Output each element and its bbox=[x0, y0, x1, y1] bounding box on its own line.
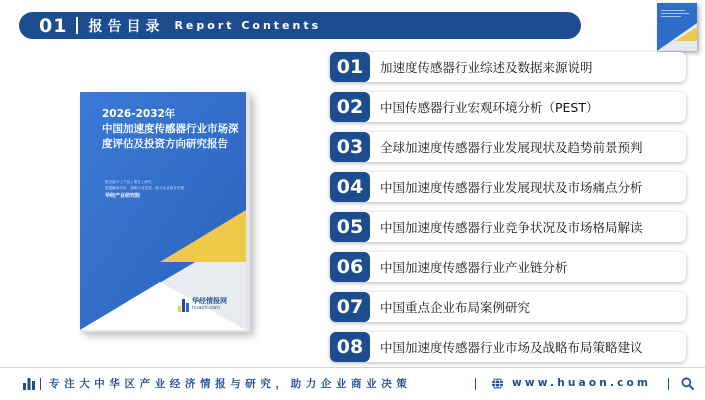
thumbnail-line bbox=[661, 13, 689, 14]
footer-separator bbox=[40, 378, 41, 390]
toc-item[interactable] bbox=[330, 92, 686, 122]
report-cover bbox=[80, 92, 246, 330]
footer-separator bbox=[668, 378, 669, 390]
footer bbox=[0, 368, 705, 400]
section-title-en: Report Contents bbox=[174, 19, 322, 32]
toc-label: 中国重点企业布局案例研究 bbox=[380, 300, 531, 315]
toc-label: 中国加速度传感器行业竞争状况及市场格局解读 bbox=[380, 220, 643, 235]
section-title-cn: 报告目录 bbox=[88, 18, 165, 35]
toc-number: 03 bbox=[330, 132, 370, 162]
toc-label: 中国传感器行业宏观环境分析（PEST） bbox=[380, 100, 599, 115]
section-header bbox=[19, 12, 581, 39]
toc-item[interactable] bbox=[330, 332, 686, 362]
report-thumbnail bbox=[657, 3, 697, 51]
cover-title-line: 度评估及投资方向研究报告 bbox=[102, 138, 228, 150]
thumbnail-line bbox=[661, 16, 681, 17]
logo-mark-icon bbox=[178, 299, 189, 312]
section-number: 01 bbox=[39, 14, 68, 37]
toc-label: 中国加速度传感器行业市场及战略布局策略建议 bbox=[380, 340, 643, 355]
cover-logo bbox=[178, 298, 227, 312]
cover-meta-line: 数据解读分析、战略行业发展、助力企业商业决策 bbox=[105, 186, 185, 190]
toc-item[interactable] bbox=[330, 252, 686, 282]
cover-meta bbox=[105, 179, 184, 191]
toc-number: 01 bbox=[330, 52, 370, 82]
logo-name-cn: 华经情报网 bbox=[192, 297, 227, 305]
toc-item[interactable] bbox=[330, 52, 686, 82]
footer-website-link[interactable]: www.huaon.com bbox=[512, 377, 652, 389]
toc-item[interactable] bbox=[330, 132, 686, 162]
logo-name-en: huaon.com bbox=[192, 305, 220, 311]
toc-item[interactable] bbox=[330, 172, 686, 202]
globe-icon bbox=[491, 377, 504, 390]
toc-number: 04 bbox=[330, 172, 370, 202]
toc-number: 06 bbox=[330, 252, 370, 282]
search-icon[interactable] bbox=[681, 377, 694, 390]
header-divider bbox=[76, 17, 78, 34]
toc-label: 加速度传感器行业综述及数据来源说明 bbox=[380, 60, 593, 75]
toc-number: 02 bbox=[330, 92, 370, 122]
thumbnail-line bbox=[661, 10, 685, 11]
footer-separator bbox=[475, 378, 476, 390]
logo-text bbox=[192, 298, 227, 312]
toc-number: 08 bbox=[330, 332, 370, 362]
toc-label: 中国加速度传感器行业产业链分析 bbox=[380, 260, 568, 275]
toc-label: 全球加速度传感器行业发展现状及趋势前景预判 bbox=[380, 140, 643, 155]
footer-slogan: 专注大中华区产业经济情报与研究，助力企业商业决策 bbox=[49, 378, 412, 390]
toc-label: 中国加速度传感器行业发展现状及市场痛点分析 bbox=[380, 180, 643, 195]
toc-number: 07 bbox=[330, 292, 370, 322]
cover-title-line: 中国加速度传感器行业市场深 bbox=[102, 123, 239, 135]
cover-publisher: 华经产业研究院 bbox=[105, 193, 141, 199]
thumbnail-yellow-shape bbox=[675, 27, 697, 41]
toc-item[interactable] bbox=[330, 292, 686, 322]
cover-title-line: 2026-2032年 bbox=[102, 108, 176, 120]
toc-item[interactable] bbox=[330, 212, 686, 242]
bar-logo-icon bbox=[23, 378, 35, 390]
cover-meta-line: 报告编号 | 产品 | 报告 | 研究 bbox=[105, 180, 152, 184]
toc-number: 05 bbox=[330, 212, 370, 242]
cover-title bbox=[102, 107, 242, 152]
